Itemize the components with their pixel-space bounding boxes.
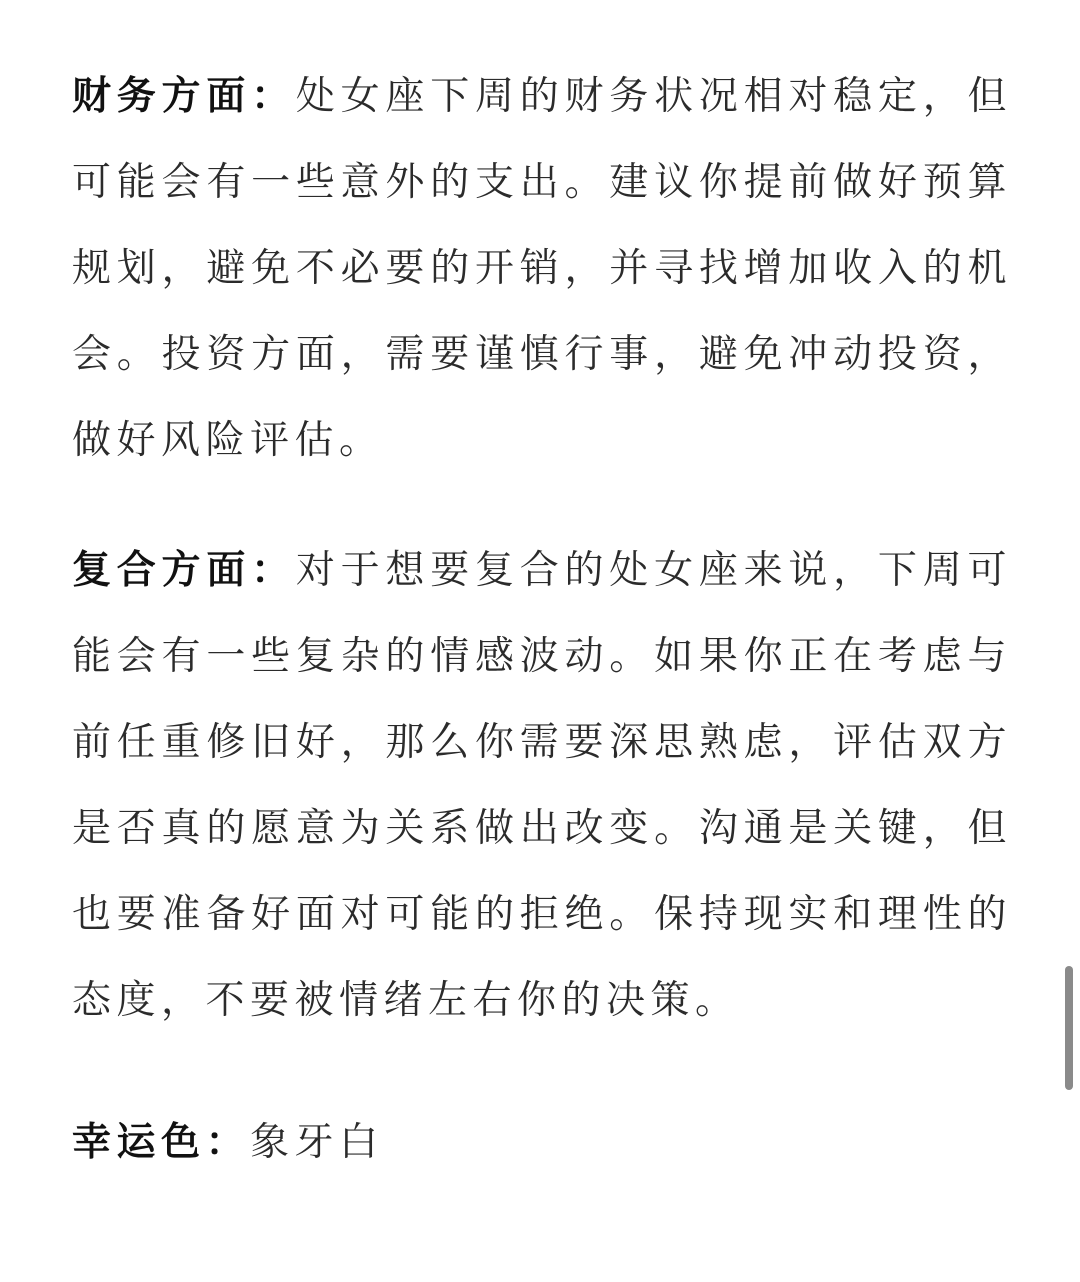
reunion-text: 对于想要复合的处女座来说，下周可能会有一些复杂的情感波动。如果你正在考虑与前任重修旧好，那么你需要深思熟虑，评估双方是否真的愿意为关系做出改变。沟通是关键，但也要准备好面对可能的拒绝。保持现实和理性的态度，不要被情绪左右你的决策。 xyxy=(72,548,1012,1023)
finance-section xyxy=(72,54,1012,484)
lucky-color-section xyxy=(72,1100,1012,1186)
finance-label: 财务方面： xyxy=(72,74,296,119)
reunion-section xyxy=(72,528,1012,1044)
finance-text: 处女座下周的财务状况相对稳定，但可能会有一些意外的支出。建议你提前做好预算规划，避免不必要的开销，并寻找增加收入的机会。投资方面，需要谨慎行事，避免冲动投资，做好风险评估。 xyxy=(72,74,1012,463)
reunion-label: 复合方面： xyxy=(72,548,296,593)
article-content xyxy=(72,54,1012,1186)
lucky-color-value: 象牙白 xyxy=(250,1120,384,1165)
lucky-color-label: 幸运色： xyxy=(72,1120,251,1165)
vertical-scrollbar[interactable] xyxy=(1065,966,1073,1090)
